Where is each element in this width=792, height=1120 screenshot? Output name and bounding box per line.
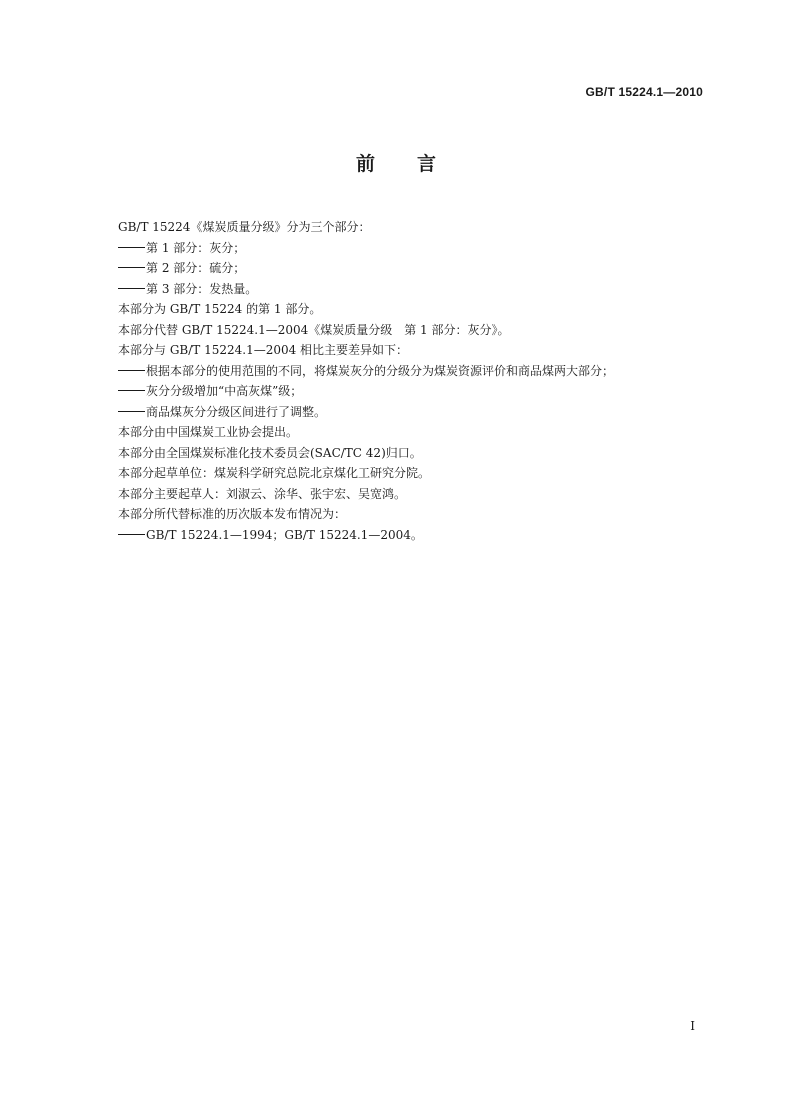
text-line	[118, 422, 718, 443]
text-line	[118, 504, 718, 525]
line-text: GB/T 15224《煤炭质量分级》分为三个部分：	[118, 220, 371, 234]
em-dash-mark	[118, 247, 145, 248]
em-dash-mark	[118, 411, 145, 412]
em-dash-mark	[118, 390, 145, 391]
em-dash-mark	[118, 370, 145, 371]
line-text: 本部分起草单位：煤炭科学研究总院北京煤化工研究分院。	[118, 466, 431, 480]
standard-number: GB/T 15224.1—2010	[585, 85, 703, 99]
line-text: 根据本部分的使用范围的不同，将煤炭灰分的分级分为煤炭资源评价和商品煤两大部分；	[146, 363, 615, 378]
line-text: 商品煤灰分分级区间进行了调整。	[146, 404, 327, 419]
line-text: 第 2 部分：硫分；	[146, 261, 246, 275]
list-item-part-1	[118, 238, 718, 259]
foreword-body	[118, 217, 718, 545]
em-dash-mark	[118, 534, 145, 535]
line-text: GB/T 15224.1—1994；GB/T 15224.1—2004。	[146, 527, 423, 542]
text-line	[118, 463, 718, 484]
line-text: 本部分代替 GB/T 15224.1—2004《煤炭质量分级 第 1 部分：灰分》。	[118, 322, 510, 337]
list-item-history	[118, 525, 718, 546]
line-text: 本部分由全国煤炭标准化技术委员会(SAC/TC 42)归口。	[118, 445, 422, 460]
line-text: 第 3 部分：发热量。	[146, 281, 258, 296]
page-number: I	[690, 1019, 695, 1033]
em-dash-mark	[118, 288, 145, 289]
line-text: 本部分由中国煤炭工业协会提出。	[118, 425, 299, 439]
text-line	[118, 484, 718, 505]
list-item-difference-1	[118, 361, 718, 382]
line-text: 本部分主要起草人：刘淑云、涂华、张宇宏、吴宽鸿。	[118, 486, 407, 501]
text-line	[118, 443, 718, 464]
list-item-difference-2	[118, 381, 718, 402]
text-line	[118, 340, 718, 361]
line-text: 本部分为 GB/T 15224 的第 1 部分。	[118, 302, 322, 316]
line-text: 本部分所代替标准的历次版本发布情况为：	[118, 507, 347, 521]
text-line	[118, 217, 718, 238]
line-text: 灰分分级增加“中高灰煤”级；	[146, 384, 303, 398]
line-text: 本部分与 GB/T 15224.1—2004 相比主要差异如下：	[118, 343, 409, 357]
line-text: 第 1 部分：灰分；	[146, 240, 246, 255]
list-item-part-2	[118, 258, 718, 279]
list-item-difference-3	[118, 402, 718, 423]
em-dash-mark	[118, 267, 145, 268]
page-title: 前言	[355, 153, 478, 175]
text-line	[118, 299, 718, 320]
list-item-part-3	[118, 279, 718, 300]
text-line	[118, 320, 718, 341]
